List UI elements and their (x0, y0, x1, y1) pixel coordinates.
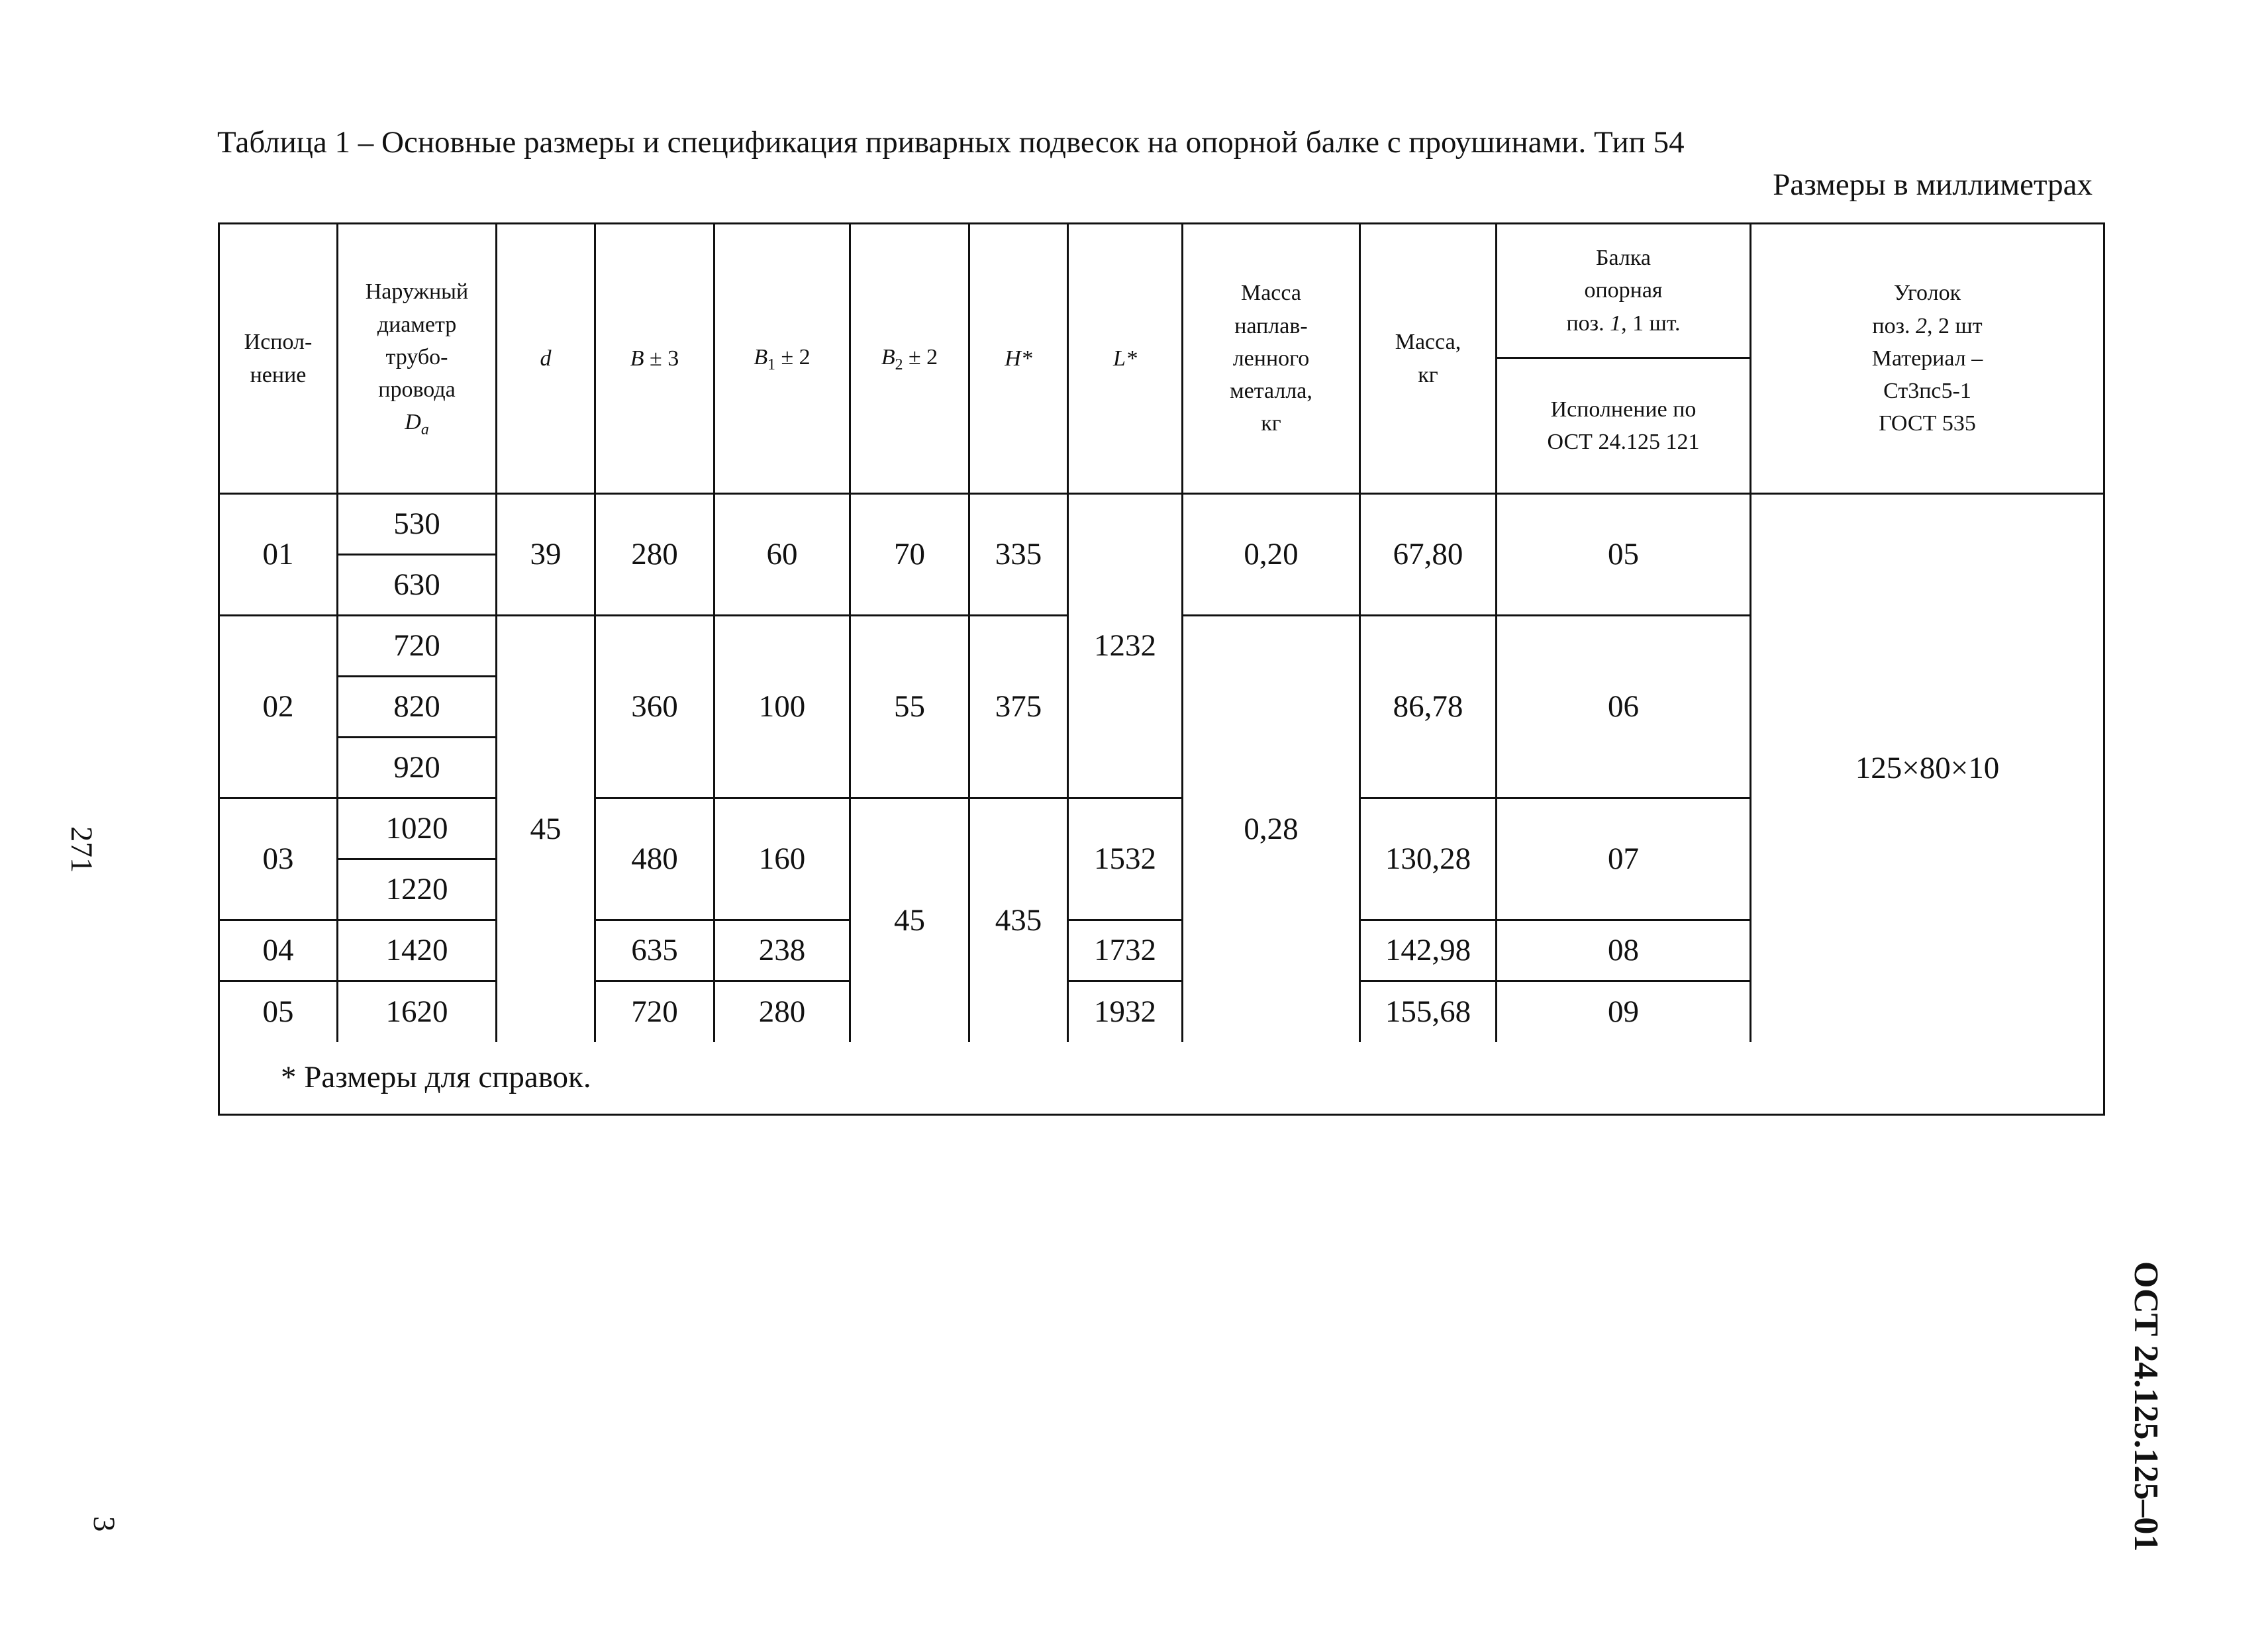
cell-mass: 86,78 (1360, 616, 1497, 798)
header-angle: Уголок поз. 2, 2 шт Материал – Ст3пс5-1 ГОСТ 535 (1751, 224, 2104, 494)
cell-h-shared: 435 (969, 798, 1068, 1042)
cell-l: 1532 (1068, 798, 1183, 920)
cell-beam-variant: 07 (1497, 798, 1751, 920)
cell-b: 280 (595, 494, 715, 616)
header-ispolnenie: Испол- нение (219, 224, 338, 494)
cell-ispolnenie: 02 (219, 616, 338, 798)
cell-l: 1932 (1068, 981, 1183, 1042)
cell-ispolnenie: 01 (219, 494, 338, 616)
header-b: B ± 3 (595, 224, 715, 494)
cell-beam-variant: 05 (1497, 494, 1751, 616)
header-h: H* (969, 224, 1068, 494)
header-d: d (497, 224, 595, 494)
cell-b: 720 (595, 981, 715, 1042)
cell-b2-shared: 45 (850, 798, 969, 1042)
header-outer-diameter: Наружный диаметр трубо- провода $D_a$ (338, 224, 497, 494)
table-caption: Таблица 1 – Основные размеры и спецификация приварных подвесок на опорной балке с проушинами. Тип 54 (217, 125, 1685, 160)
cell-diameter: 1220 (338, 859, 497, 920)
header-mass: Масса, кг (1360, 224, 1497, 494)
header-l: L* (1068, 224, 1183, 494)
header-beam: Балка опорная поз. 1, 1 шт. (1497, 224, 1751, 358)
table-footnote: * Размеры для справок. (219, 1042, 2104, 1115)
units-note: Размеры в миллиметрах (1773, 168, 2093, 202)
cell-l: 1732 (1068, 920, 1183, 981)
cell-diameter: 720 (338, 616, 497, 677)
header-beam-variant: Исполнение по ОСТ 24.125 121 (1497, 358, 1751, 494)
cell-b1: 100 (715, 616, 850, 798)
cell-diameter: 920 (338, 738, 497, 798)
cell-mass: 130,28 (1360, 798, 1497, 920)
cell-diameter: 820 (338, 677, 497, 738)
header-b2: $B_2 \pm 2$ (850, 224, 969, 494)
cell-b: 360 (595, 616, 715, 798)
cell-d: 39 (497, 494, 595, 616)
header-b1: $B_1 \pm 2$ (715, 224, 850, 494)
cell-b1: 238 (715, 920, 850, 981)
cell-weld-mass: 0,20 (1183, 494, 1360, 616)
cell-mass: 67,80 (1360, 494, 1497, 616)
standard-code: ОСТ 24.125.125–01 (2127, 1261, 2165, 1552)
cell-b1: 280 (715, 981, 850, 1042)
page-number-rotated: 271 (64, 826, 99, 873)
page-number-bottom: 3 (87, 1516, 121, 1532)
cell-l-shared: 1232 (1068, 494, 1183, 798)
cell-mass: 142,98 (1360, 920, 1497, 981)
cell-b1: 60 (715, 494, 850, 616)
cell-ispolnenie: 04 (219, 920, 338, 981)
cell-angle-size: 125×80×10 (1751, 494, 2104, 1042)
cell-diameter: 630 (338, 555, 497, 616)
cell-b2: 55 (850, 616, 969, 798)
cell-diameter: 1420 (338, 920, 497, 981)
table-row (219, 494, 2104, 555)
cell-ispolnenie: 03 (219, 798, 338, 920)
cell-beam-variant: 06 (1497, 616, 1751, 798)
cell-mass: 155,68 (1360, 981, 1497, 1042)
cell-h: 375 (969, 616, 1068, 798)
cell-h: 335 (969, 494, 1068, 616)
header-weld-mass: Масса наплав- ленного металла, кг (1183, 224, 1360, 494)
spec-table (218, 222, 2105, 1116)
cell-b: 480 (595, 798, 715, 920)
cell-d-shared: 45 (497, 616, 595, 1042)
cell-diameter: 1020 (338, 798, 497, 859)
cell-beam-variant: 09 (1497, 981, 1751, 1042)
cell-diameter: 530 (338, 494, 497, 555)
cell-b: 635 (595, 920, 715, 981)
cell-beam-variant: 08 (1497, 920, 1751, 981)
cell-b2: 70 (850, 494, 969, 616)
cell-diameter: 1620 (338, 981, 497, 1042)
cell-weld-mass-shared: 0,28 (1183, 616, 1360, 1042)
cell-b1: 160 (715, 798, 850, 920)
cell-ispolnenie: 05 (219, 981, 338, 1042)
